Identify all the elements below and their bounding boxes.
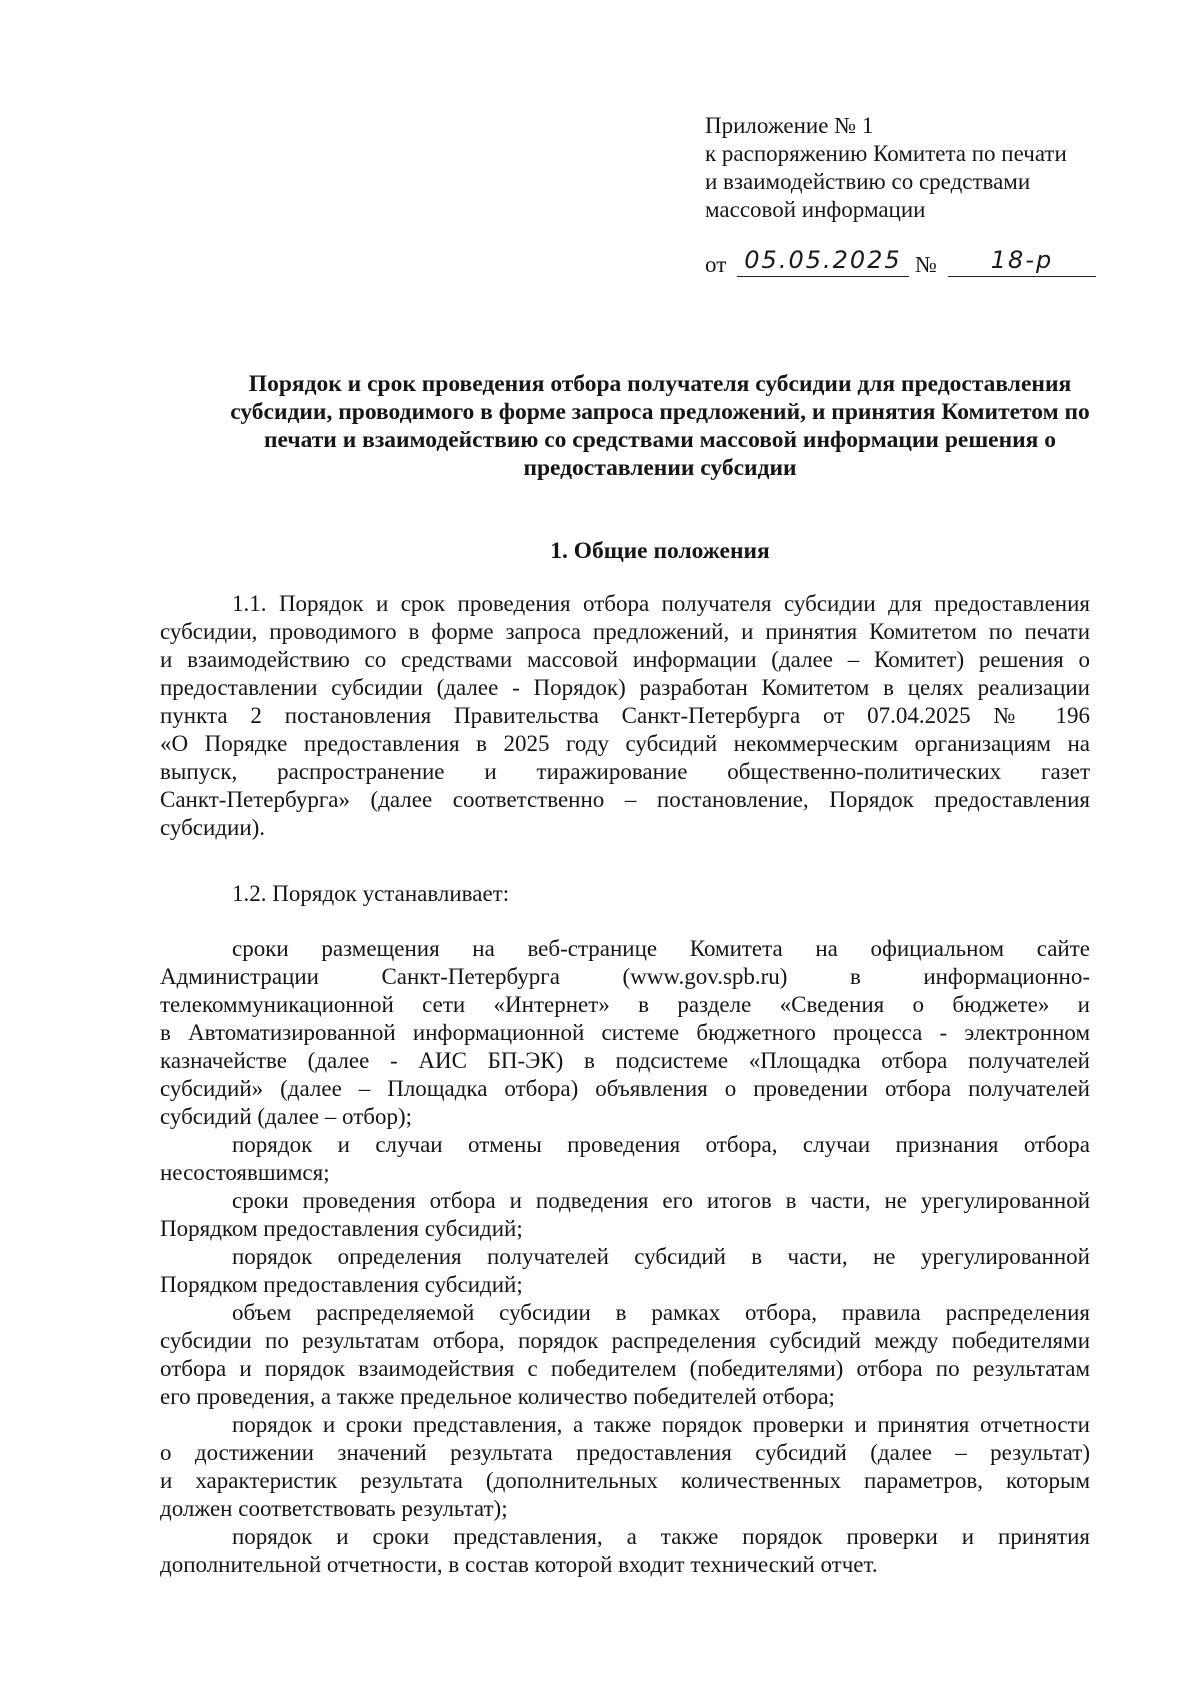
- list-line: отбора и порядок взаимодействия с победителем (победителями) отбора по результатам: [160, 1356, 1090, 1381]
- date-prefix: от: [705, 252, 727, 277]
- title-line: предоставлении субсидии: [523, 455, 797, 481]
- list-line: казначействе (далее - АИС БП-ЭК) в подсистеме «Площадка отбора получателей: [160, 1048, 1090, 1073]
- handwritten-number: 18-р: [948, 246, 1096, 277]
- list-line: должен соответствовать результат);: [160, 1496, 508, 1521]
- list-line: Порядком предоставления субсидий;: [160, 1272, 523, 1297]
- text-line: субсидии, проводимого в форме запроса предложений, и принятия Комитетом по печати: [160, 619, 1090, 644]
- title-line: Порядок и срок проведения отбора получателя субсидии для предоставления: [248, 371, 1072, 397]
- list-line: субсидий (далее – отбор);: [160, 1104, 413, 1129]
- text-line: 1.2. Порядок устанавливает:: [232, 881, 510, 906]
- text-line: «О Порядке предоставления в 2025 году субсидий некоммерческим организациям на: [160, 731, 1090, 756]
- text-line: выпуск, распространение и тиражирование общественно-политических газет: [160, 759, 1090, 784]
- text-line: Санкт-Петербурга» (далее соответственно – постановление, Порядок предоставления: [160, 787, 1090, 812]
- list-line: сроки проведения отбора и подведения его итогов в части, не урегулированной: [232, 1188, 1090, 1213]
- list-line: субсидий» (далее – Площадка отбора) объявления о проведении отбора получателей: [160, 1076, 1090, 1101]
- list-line: порядок и сроки представления, а также порядок проверки и принятия отчетности: [232, 1412, 1090, 1437]
- text-line: субсидии).: [160, 815, 266, 840]
- text-line: 1.1. Порядок и срок проведения отбора получателя субсидии для предоставления: [232, 591, 1090, 616]
- paragraph-1-2: [160, 880, 1090, 908]
- list-line: его проведения, а также предельное количество победителей отбора;: [160, 1384, 835, 1409]
- handwritten-date: 05.05.2025: [737, 246, 909, 277]
- paragraph-1-2-list: [160, 935, 1090, 1579]
- section-heading: 1. Общие положения: [550, 538, 770, 564]
- text-line: пункта 2 постановления Правительства Санкт-Петербурга от 07.04.2025 № 196: [160, 703, 1090, 728]
- list-line: объем распределяемой субсидии в рамках отбора, правила распределения: [232, 1300, 1090, 1325]
- list-line: телекоммуникационной сети «Интернет» в разделе «Сведения о бюджете» и: [160, 992, 1090, 1017]
- list-line: сроки размещения на веб-странице Комитета на официальном сайте: [232, 936, 1090, 961]
- appendix-line: Приложение № 1: [705, 113, 874, 138]
- text-line: и взаимодействию со средствами массовой информации (далее – Комитет) решения о: [160, 647, 1090, 672]
- order-date-number: [705, 246, 1125, 280]
- appendix-line: к распоряжению Комитета по печати: [705, 141, 1067, 166]
- list-line: субсидии по результатам отбора, порядок распределения субсидий между победителями: [160, 1328, 1090, 1353]
- appendix-line: и взаимодействию со средствами: [705, 169, 1031, 194]
- appendix-header: [705, 112, 1125, 224]
- list-line: в Автоматизированной информационной системе бюджетного процесса - электронном: [160, 1020, 1090, 1045]
- list-line: порядок и сроки представления, а также порядок проверки и принятия: [232, 1524, 1090, 1549]
- title-line: субсидии, проводимого в форме запроса предложений, и принятия Комитетом по: [230, 399, 1090, 425]
- list-line: о достижении значений результата предоставления субсидий (далее – результат): [160, 1440, 1090, 1465]
- title-line: печати и взаимодействию со средствами массовой информации решения о: [263, 427, 1057, 453]
- list-line: и характеристик результата (дополнительных количественных параметров, которым: [160, 1468, 1090, 1493]
- number-prefix: №: [915, 252, 937, 277]
- appendix-line: массовой информации: [705, 197, 926, 222]
- list-line: порядок определения получателей субсидий в части, не урегулированной: [232, 1244, 1090, 1269]
- paragraph-1-1: [160, 590, 1090, 842]
- text-line: предоставлении субсидии (далее - Порядок) разработан Комитетом в целях реализации: [160, 675, 1090, 700]
- list-line: Администрации Санкт-Петербурга (www.gov.spb.ru) в информационно-: [160, 964, 1090, 989]
- list-line: дополнительной отчетности, в состав которой входит технический отчет.: [160, 1552, 878, 1577]
- list-line: порядок и случаи отмены проведения отбора, случаи признания отбора: [232, 1132, 1090, 1157]
- list-line: Порядком предоставления субсидий;: [160, 1216, 523, 1241]
- list-line: несостоявшимся;: [160, 1160, 330, 1185]
- document-title: [160, 370, 1160, 482]
